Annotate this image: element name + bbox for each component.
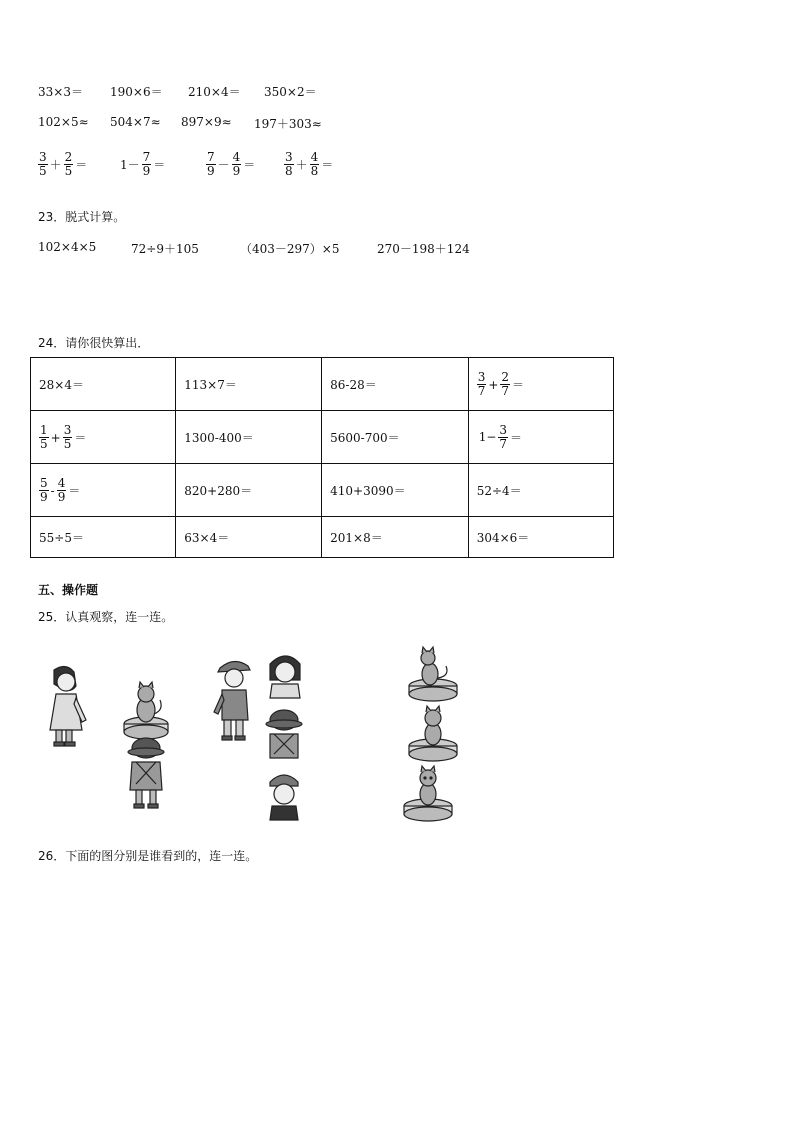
denominator: 5 <box>64 164 73 178</box>
fraction <box>206 151 216 178</box>
table-cell: 1300-400＝ <box>176 411 322 464</box>
numerator: 4 <box>232 150 241 164</box>
fraction-expression <box>477 371 526 398</box>
denominator: 9 <box>57 490 66 504</box>
table-cell: 86-28＝ <box>322 358 469 411</box>
operator: + <box>488 377 499 392</box>
numerator: 2 <box>501 370 510 384</box>
table-row <box>31 517 614 558</box>
operator: + <box>50 430 61 445</box>
calc-item: 72÷9＋105 <box>131 242 199 256</box>
mental-row1-item: 210×4＝ <box>188 85 241 99</box>
numerator: 7 <box>207 150 215 164</box>
denominator: 8 <box>285 164 293 178</box>
section-heading: 五、操作题 <box>38 583 99 597</box>
table-cell: 5600-700＝ <box>322 411 469 464</box>
operator: 1− <box>478 430 497 444</box>
table-cell: 55÷5＝ <box>31 517 176 558</box>
table-cell: 113×7＝ <box>176 358 322 411</box>
equals-sign: ＝ <box>321 158 334 172</box>
fraction <box>39 477 49 504</box>
fraction-expression <box>118 151 167 178</box>
fraction <box>310 151 320 178</box>
table-cell <box>468 358 613 411</box>
mental-row1-item: 350×2＝ <box>264 85 317 99</box>
numerator: 7 <box>142 150 151 164</box>
mental-row2-item: 102×5≈ <box>38 115 89 129</box>
denominator: 5 <box>63 437 72 451</box>
denominator: 8 <box>310 164 319 178</box>
fraction-expression <box>284 151 335 178</box>
numerator: 3 <box>63 423 72 437</box>
fraction-expression <box>477 424 524 451</box>
calc-item: 102×4×5 <box>38 240 97 254</box>
table-row <box>31 464 614 517</box>
table-cell: 63×4＝ <box>176 517 322 558</box>
cat-back-view <box>409 706 457 761</box>
fraction <box>477 371 487 398</box>
table-cell <box>468 411 613 464</box>
fraction-expression <box>206 151 257 178</box>
operator: ＋ <box>295 158 308 172</box>
operator: ＋ <box>49 158 62 172</box>
mental-row2-item: 504×7≈ <box>110 115 161 129</box>
question-24-title: 24．请你很快算出． <box>38 336 150 350</box>
girl-front-figure <box>270 656 300 698</box>
table-cell <box>31 464 176 517</box>
denominator: 9 <box>207 164 215 178</box>
denominator: 9 <box>142 164 151 178</box>
table-cell: 820+280＝ <box>176 464 322 517</box>
numerator: 3 <box>477 370 486 384</box>
boy-cap-front-figure <box>270 775 298 820</box>
denominator: 9 <box>232 164 241 178</box>
fraction <box>63 424 73 451</box>
calc-item: （403－297）×5 <box>240 242 340 256</box>
calc-item: 270－198＋124 <box>377 242 470 256</box>
question-26-title: 26．下面的图分别是谁看到的，连一连。 <box>38 849 258 863</box>
numerator: 3 <box>39 150 47 164</box>
numerator: 4 <box>57 476 66 490</box>
quick-calc-table <box>30 357 614 558</box>
denominator: 5 <box>40 437 48 451</box>
fraction <box>57 477 67 504</box>
fraction-expression <box>39 477 82 504</box>
operator: － <box>217 158 230 172</box>
children-illustration <box>210 650 310 822</box>
fraction <box>232 151 242 178</box>
fraction <box>64 151 74 178</box>
table-cell: 52÷4＝ <box>468 464 613 517</box>
equals-sign: ＝ <box>74 431 87 445</box>
mental-row2-item: 897×9≈ <box>181 115 232 129</box>
cat-on-stand <box>124 682 168 739</box>
fraction <box>498 424 508 451</box>
boy-back-figure <box>128 738 164 808</box>
fraction <box>38 151 48 178</box>
cat-front-view <box>404 766 452 821</box>
numerator: 3 <box>285 150 293 164</box>
equals-sign: ＝ <box>243 158 256 172</box>
table-cell: 28×4＝ <box>31 358 176 411</box>
fraction-expression <box>39 424 88 451</box>
denominator: 5 <box>39 164 47 178</box>
table-cell: 304×6＝ <box>468 517 613 558</box>
numerator: 3 <box>499 422 508 437</box>
girl-figure <box>50 666 86 746</box>
cat-side-view <box>409 647 457 701</box>
equals-sign: ＝ <box>512 378 525 392</box>
table-cell: 201×8＝ <box>322 517 469 558</box>
question-23-title: 23．脱式计算。 <box>38 210 126 224</box>
table-cell <box>31 411 176 464</box>
equals-sign: ＝ <box>68 484 81 498</box>
denominator: 7 <box>499 436 508 451</box>
numerator: 5 <box>40 476 48 490</box>
mental-row1-item: 33×3＝ <box>38 85 83 99</box>
operator: - <box>50 483 55 498</box>
boy-cap-side-figure <box>214 661 250 740</box>
operator: 1－ <box>120 158 140 172</box>
fraction <box>39 424 49 451</box>
equals-sign: ＝ <box>75 158 88 172</box>
fraction <box>142 151 152 178</box>
mental-row1-item: 190×6＝ <box>110 85 163 99</box>
equals-sign: ＝ <box>153 158 166 172</box>
observation-scene-illustration <box>36 662 181 817</box>
table-row <box>31 411 614 464</box>
table-cell: 410+3090＝ <box>322 464 469 517</box>
boy-hat-back-figure <box>266 710 302 758</box>
numerator: 2 <box>64 150 73 164</box>
denominator: 7 <box>501 384 510 398</box>
equals-sign: ＝ <box>510 430 523 445</box>
fraction <box>284 151 294 178</box>
table-row <box>31 358 614 411</box>
fraction <box>500 371 510 398</box>
denominator: 9 <box>40 490 48 504</box>
cat-views-illustration <box>398 642 468 826</box>
question-25-title: 25．认真观察，连一连。 <box>38 610 174 624</box>
fraction-expression <box>38 151 89 178</box>
denominator: 7 <box>477 384 486 398</box>
numerator: 4 <box>310 150 319 164</box>
mental-row2-item: 197＋303≈ <box>254 117 322 131</box>
numerator: 1 <box>40 423 48 437</box>
